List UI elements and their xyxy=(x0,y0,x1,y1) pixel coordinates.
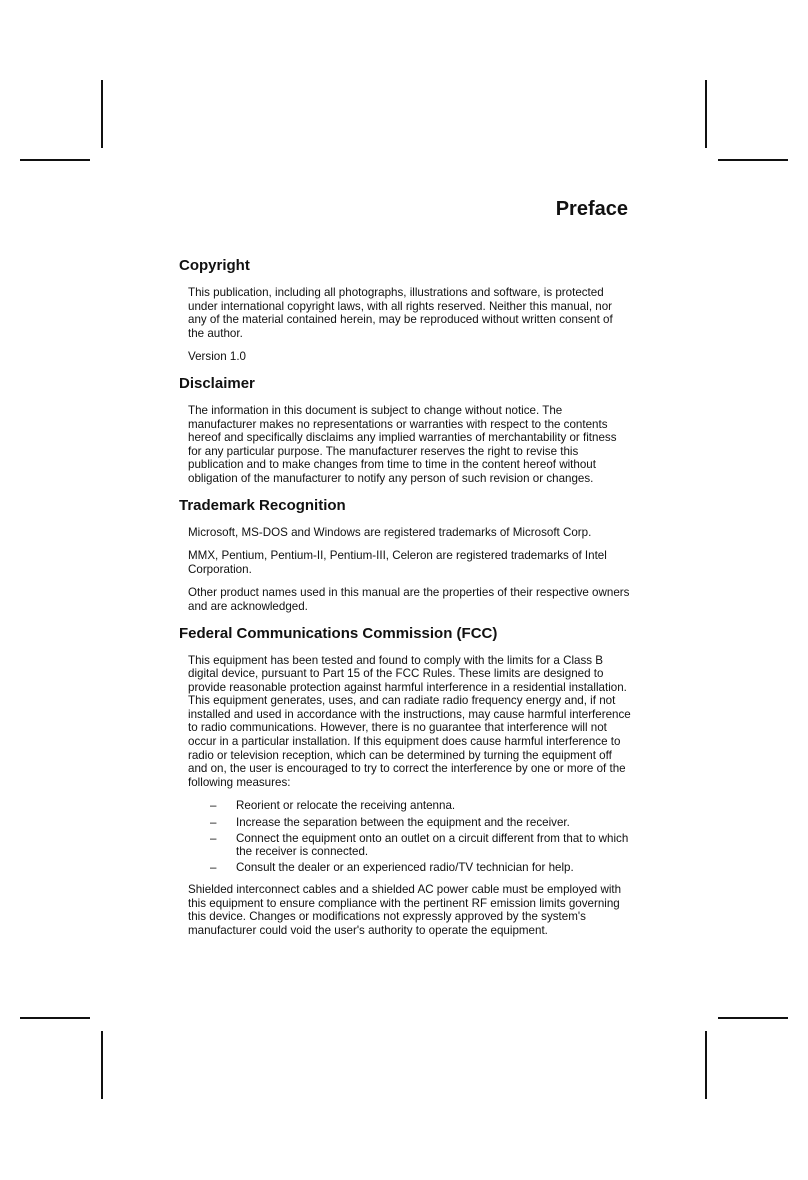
list-item-text: Reorient or relocate the receiving antenna. xyxy=(236,799,456,813)
crop-mark-top-right-horizontal xyxy=(718,159,788,161)
list-item xyxy=(179,861,631,875)
list-item-text: Increase the separation between the equipment and the receiver. xyxy=(236,815,570,829)
crop-mark-top-left-horizontal xyxy=(20,159,90,161)
page-title: Preface xyxy=(555,198,628,220)
document-body xyxy=(179,256,631,947)
crop-mark-bottom-right-vertical xyxy=(705,1031,707,1099)
crop-mark-top-left-vertical xyxy=(101,80,103,148)
crop-mark-bottom-right-horizontal xyxy=(718,1017,788,1019)
list-item xyxy=(179,799,631,813)
section-heading-copyright: Copyright xyxy=(179,257,250,274)
copyright-paragraph: This publication, including all photographs, illustrations and software, is protected under international copyright laws, with all rights reserved. Neither this manual, nor any of the material contained herein, may be reproduced without written consent of the author. xyxy=(188,286,613,340)
fcc-paragraph: This equipment has been tested and found to comply with the limits for a Class B digital device, pursuant to Part 15 of the FCC Rules. These limits are designed to provide reasonable protection against harmful interference in a residential installation. This equipment generates, uses, and can radiate radio frequency energy and, if not installed and used in accordance with the instructions, may cause harmful interference to radio communications. However, there is no guarantee that interference will not occur in a particular installation. If this equipment does cause harmful interference to radio or television reception, which can be determined by turning the equipment off and on, the user is encouraged to try to correct the interference by one or more of the following measures: xyxy=(188,653,631,789)
section-heading-disclaimer: Disclaimer xyxy=(179,374,255,392)
dash-bullet: – xyxy=(210,799,217,813)
fcc-measures-list xyxy=(179,799,631,874)
crop-mark-bottom-left-vertical xyxy=(101,1031,103,1099)
section-fcc xyxy=(179,624,631,938)
trademark-paragraph-other: Other product names used in this manual are the properties of their respective owners and are acknowledged. xyxy=(188,586,630,613)
section-trademark xyxy=(179,496,631,614)
crop-mark-bottom-left-horizontal xyxy=(20,1017,90,1019)
version-text: Version 1.0 xyxy=(188,350,247,364)
list-item-text: Consult the dealer or an experienced radio/TV technician for help. xyxy=(236,861,574,875)
dash-bullet: – xyxy=(210,815,217,829)
fcc-closing-paragraph: Shielded interconnect cables and a shielded AC power cable must be employed with this equipment to ensure compliance with the pertinent RF emission limits governing this device. Changes or modifications not expressly approved by the system's manufacturer could void the user's authority to operate the equipment. xyxy=(188,882,622,937)
section-heading-trademark: Trademark Recognition xyxy=(179,496,346,514)
trademark-paragraph-microsoft: Microsoft, MS-DOS and Windows are registered trademarks of Microsoft Corp. xyxy=(188,525,592,539)
list-item xyxy=(179,816,631,830)
list-item xyxy=(179,832,631,859)
section-copyright xyxy=(179,256,631,364)
section-disclaimer xyxy=(179,374,631,486)
section-heading-fcc: Federal Communications Commission (FCC) xyxy=(179,624,498,642)
crop-mark-top-right-vertical xyxy=(705,80,707,148)
dash-bullet: – xyxy=(210,861,217,875)
dash-bullet: – xyxy=(210,831,217,845)
disclaimer-paragraph: The information in this document is subject to change without notice. The manufacturer makes no representations or warranties with respect to the contents hereof and specifically disclaims any implied warranties of merchantability or fitness for any particular purpose. The manufacturer reserves the right to revise this publication and to make changes from time to time in the content hereof without obligation of the manufacturer to notify any person of such revision or changes. xyxy=(188,403,617,485)
trademark-paragraph-intel: MMX, Pentium, Pentium-II, Pentium-III, Celeron are registered trademarks of Intel Corporation. xyxy=(188,549,607,576)
list-item-text: Connect the equipment onto an outlet on a circuit different from that to which the receiver is connected. xyxy=(236,831,629,859)
